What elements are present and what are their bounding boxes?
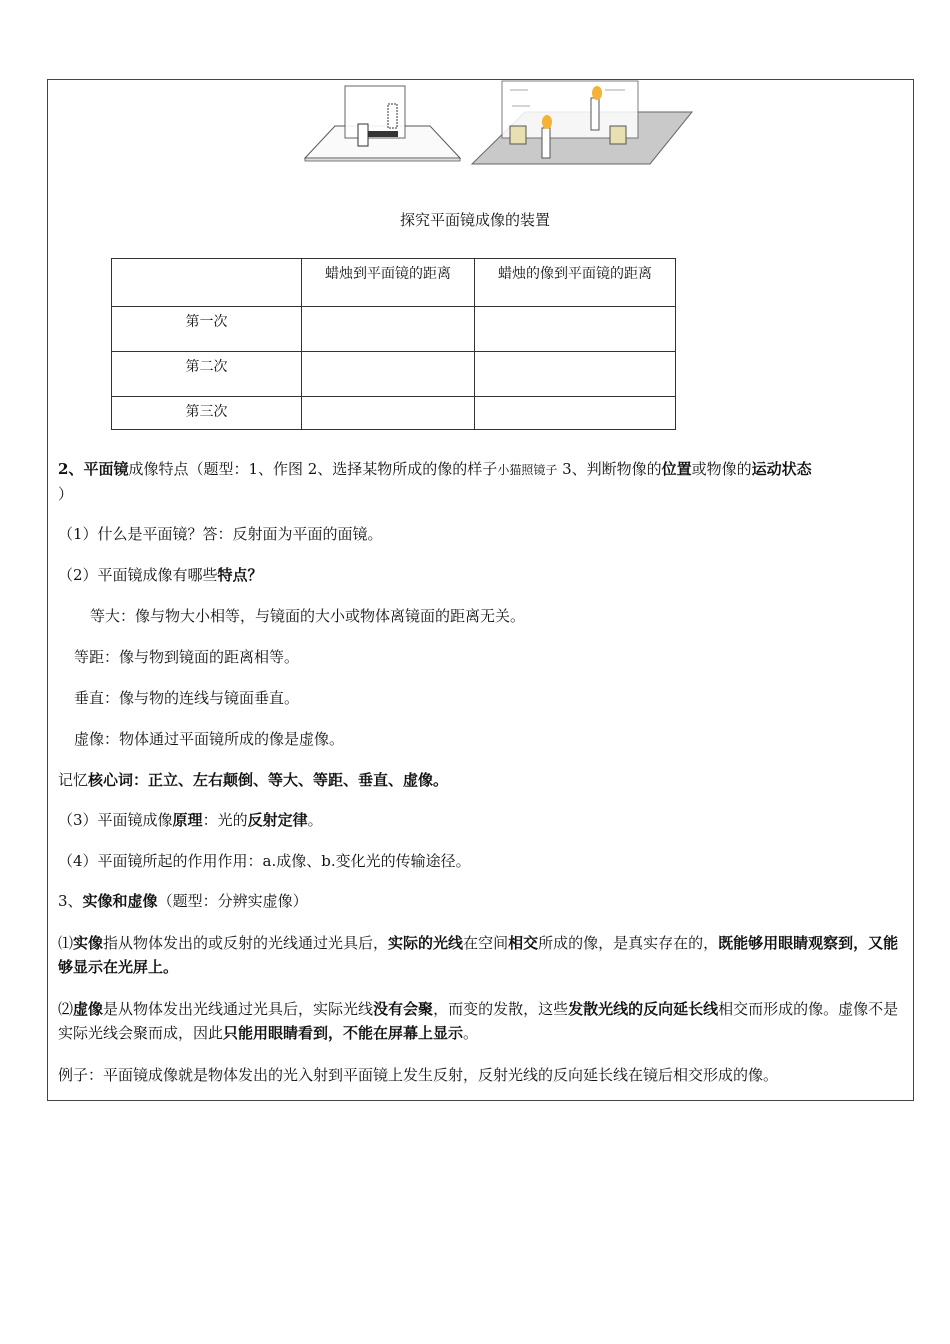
question-4: （4）平面镜所起的作用作用：a.成像、b.变化光的传输途径。 bbox=[58, 852, 471, 870]
measurement-table bbox=[111, 258, 676, 430]
table-cell bbox=[302, 397, 475, 430]
table-cell: 第二次 bbox=[112, 352, 302, 397]
memory-keywords: 记忆核心词：正立、左右颠倒、等大、等距、垂直、虚像。 bbox=[58, 771, 449, 789]
feature-virtual-image: 虚像：物体通过平面镜所成的像是虚像。 bbox=[74, 730, 345, 748]
question-2: （2）平面镜成像有哪些特点？ bbox=[58, 566, 263, 584]
example-paragraph: 例子：平面镜成像就是物体发出的光入射到平面镜上发生反射，反射光线的反向延长线在镜后相交形成的像。 bbox=[58, 1066, 779, 1084]
table-row bbox=[112, 307, 676, 352]
section-3-heading: 3、实像和虚像（题型：分辨实虚像） bbox=[58, 892, 308, 910]
real-image-paragraph: ⑴实像指从物体发出的或反射的光线通过光具后，实际的光线在空间相交所成的像，是真实存在的，既能够用眼睛观察到，又能够显示在光屏上。 bbox=[58, 934, 899, 976]
table-cell bbox=[302, 307, 475, 352]
table-cell bbox=[302, 352, 475, 397]
table-cell bbox=[475, 352, 676, 397]
feature-equal-distance: 等距：像与物到镜面的距离相等。 bbox=[74, 648, 300, 666]
question-1: （1）什么是平面镜？答：反射面为平面的面镜。 bbox=[58, 525, 383, 543]
table-row bbox=[112, 397, 676, 430]
table-cell: 第一次 bbox=[112, 307, 302, 352]
table-header-row bbox=[112, 259, 676, 307]
feature-perpendicular: 垂直：像与物的连线与镜面垂直。 bbox=[74, 689, 300, 707]
virtual-image-paragraph: ⑵虚像是从物体发出光线通过光具后，实际光线没有会聚，而变的发散，这些发散光线的反向延长线相交而形成的像。虚像不是实际光线会聚而成，因此只能用眼睛看到，不能在屏幕上显示。 bbox=[58, 1000, 899, 1042]
mirror-experiment-figures bbox=[300, 76, 700, 171]
question-3: （3）平面镜成像原理：光的反射定律。 bbox=[58, 811, 323, 829]
table-header-cell bbox=[112, 259, 302, 307]
table-cell bbox=[475, 397, 676, 430]
table-row bbox=[112, 352, 676, 397]
table-header-cell: 蜡烛的像到平面镜的距离 bbox=[475, 259, 676, 307]
table-header-cell: 蜡烛到平面镜的距离 bbox=[302, 259, 475, 307]
feature-equal-size: 等大：像与物大小相等，与镜面的大小或物体离镜面的距离无关。 bbox=[90, 607, 526, 625]
figure-caption: 探究平面镜成像的装置 bbox=[399, 211, 550, 229]
table-cell bbox=[475, 307, 676, 352]
section-2-heading: 2、平面镜成像特点（题型：1、作图 2、选择某物所成的像的样子小猫照镜子 3、判断物像的位置或物像的运动状态 ） bbox=[58, 460, 812, 503]
table-cell: 第三次 bbox=[112, 397, 302, 430]
